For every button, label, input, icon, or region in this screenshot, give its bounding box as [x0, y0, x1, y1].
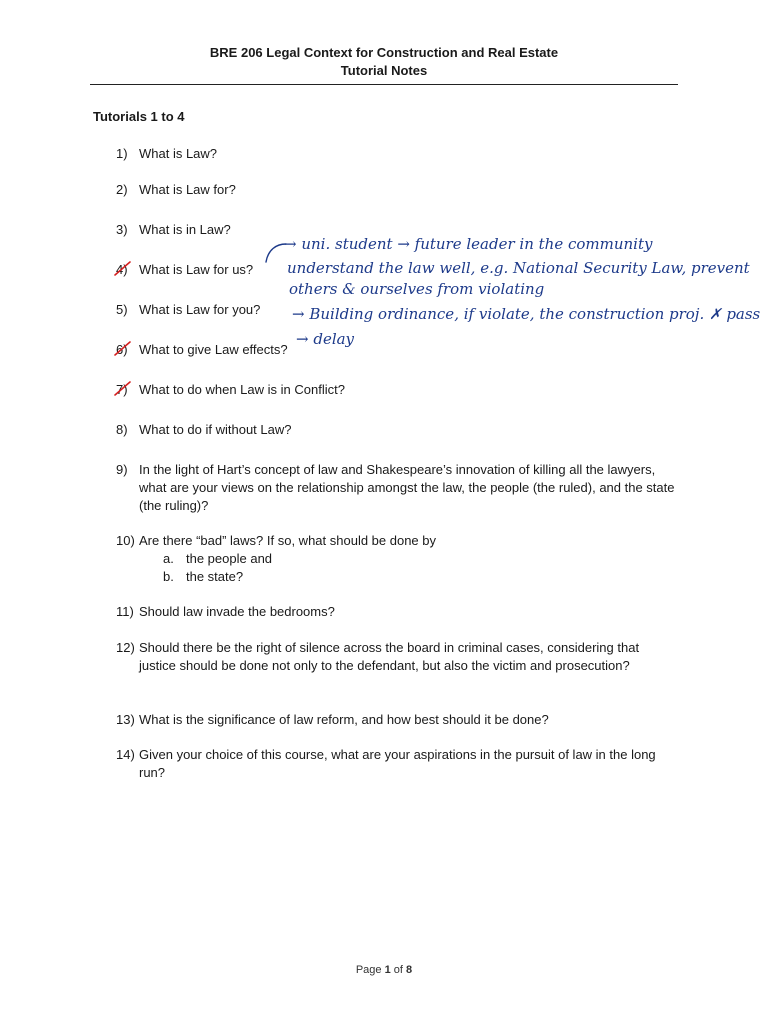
handwriting-line-4: → Building ordinance, if violate, the construction proj. ✗ pass — [292, 305, 761, 323]
question-text: What is in Law? — [139, 222, 231, 237]
question-text: What to do if without Law? — [139, 422, 292, 437]
question-item — [116, 639, 676, 675]
handwriting-line-3: others & ourselves from violating — [289, 280, 545, 298]
question-item — [116, 532, 676, 550]
question-text: What is Law for you? — [139, 302, 261, 317]
handwriting-line-5: → delay — [296, 330, 355, 348]
document-header — [90, 44, 678, 80]
page-of-label: of — [390, 964, 407, 976]
question-number: 7) — [116, 382, 128, 397]
current-page-number: 1 — [384, 964, 391, 976]
question-number: 4) — [116, 262, 128, 277]
question-item — [116, 746, 676, 782]
handwriting-line-2: understand the law well, e.g. National Security Law, prevent — [287, 259, 750, 277]
document-subtitle: Tutorial Notes — [340, 63, 428, 78]
sub-item-letter: b. — [163, 569, 174, 584]
question-item — [116, 261, 676, 279]
page-footer — [0, 964, 768, 976]
question-item — [116, 301, 676, 319]
question-text: What to do when Law is in Conflict? — [139, 382, 345, 397]
header-divider — [90, 84, 678, 85]
question-item — [116, 145, 676, 163]
question-number: 1) — [116, 146, 128, 161]
question-item — [116, 381, 676, 399]
question-number: 14) — [116, 747, 135, 762]
question-number: 13) — [116, 712, 135, 727]
question-text: Should law invade the bedrooms? — [139, 604, 335, 619]
question-text: What is the significance of law reform, and how best should it be done? — [139, 712, 549, 727]
section-title: Tutorials 1 to 4 — [93, 109, 185, 124]
question-number: 3) — [116, 222, 128, 237]
sub-item-text: the state? — [186, 569, 244, 584]
sub-item — [163, 568, 243, 586]
question-number: 6) — [116, 342, 128, 357]
sub-item-letter: a. — [163, 551, 174, 566]
red-strike-marks — [115, 262, 130, 395]
question-number: 11) — [116, 604, 134, 619]
question-text: What is Law for? — [139, 182, 236, 197]
question-item — [116, 221, 676, 239]
question-text: What to give Law effects? — [139, 342, 288, 357]
question-number: 8) — [116, 422, 128, 437]
handwriting-line-1: → uni. student → future leader in the community — [284, 235, 653, 253]
question-number: 10) — [116, 533, 135, 548]
question-text: What is Law for us? — [139, 262, 254, 277]
page-label: Page — [355, 964, 385, 976]
question-item — [116, 181, 676, 199]
course-title: BRE 206 Legal Context for Construction and Real Estate — [209, 45, 559, 60]
question-text: Are there “bad” laws? If so, what should be done by — [139, 533, 437, 548]
handwriting-strokes — [266, 244, 286, 262]
question-item — [116, 421, 676, 439]
sub-item — [163, 550, 272, 568]
question-number: 12) — [116, 640, 135, 655]
question-number: 9) — [116, 462, 128, 477]
question-item — [116, 461, 676, 515]
total-page-count: 8 — [406, 964, 413, 976]
question-item — [116, 603, 676, 621]
question-item — [116, 711, 676, 729]
question-text: Should there be the right of silence across the board in criminal cases, considering that justice should be done not only to the defendant, but also the victim and prosecution? — [139, 640, 640, 673]
question-item — [116, 341, 676, 359]
question-text: Given your choice of this course, what are your aspirations in the pursuit of law in the long run? — [139, 747, 656, 780]
question-number: 5) — [116, 302, 128, 317]
question-number: 2) — [116, 182, 128, 197]
sub-item-text: the people and — [186, 551, 273, 566]
question-text: What is Law? — [139, 146, 218, 161]
question-text: In the light of Hart’s concept of law and Shakespeare’s innovation of killing all the lawyers, what are your views on the relationship amongst the law, the people (the ruled), and the state (the ruling)? — [139, 462, 675, 513]
connector-curve — [266, 244, 286, 262]
